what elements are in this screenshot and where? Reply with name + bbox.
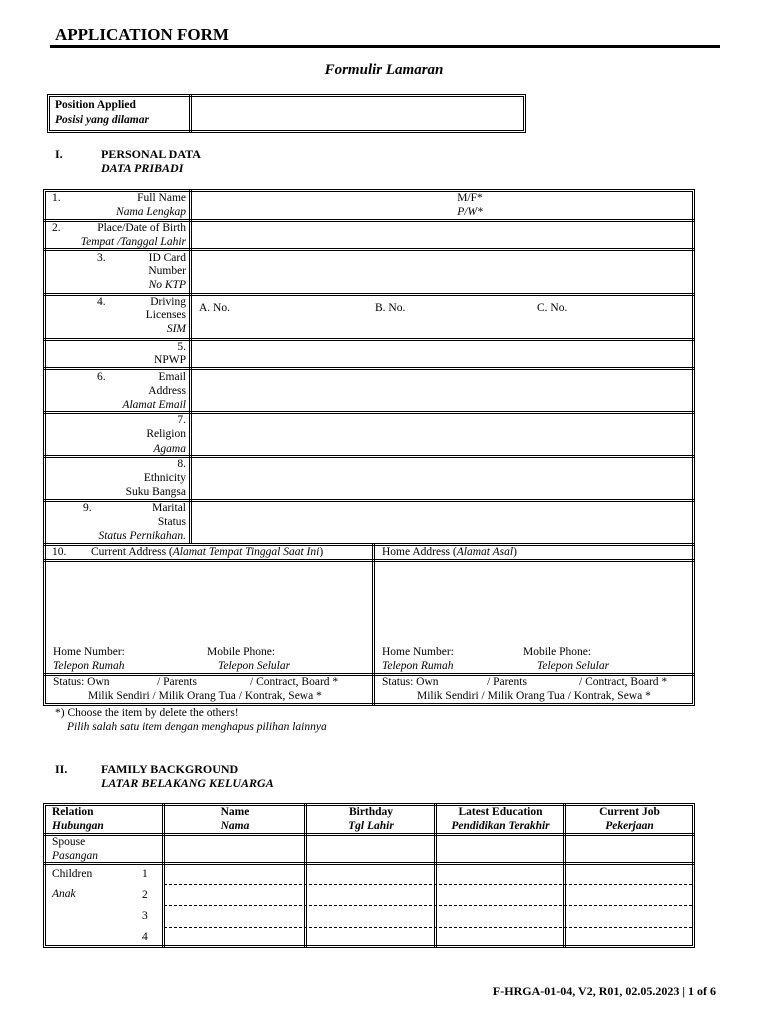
birth-label-id: Tempat /Tanggal Lahir bbox=[80, 236, 186, 248]
id-card-label-id: No KTP bbox=[148, 279, 186, 291]
address-column-divider bbox=[372, 543, 375, 706]
ethnicity-label-id: Suku Bangsa bbox=[125, 486, 186, 498]
home-status-contract[interactable]: / Contract, Board * bbox=[579, 676, 668, 688]
spouse-divider bbox=[43, 862, 695, 865]
current-status-contract[interactable]: / Contract, Board * bbox=[250, 676, 339, 688]
row-divider bbox=[43, 367, 695, 370]
document-footer: F-HRGA-01-04, V2, R01, 02.05.2023 | 1 of 6 bbox=[492, 984, 716, 998]
home-status-id: Milik Sendiri / Milik Orang Tua / Kontrak, Sewa * bbox=[417, 690, 651, 702]
section-number: I. bbox=[55, 147, 63, 161]
home-mobile-label: Mobile Phone: bbox=[523, 646, 592, 658]
current-home-number-label-id: Telepon Rumah bbox=[53, 660, 125, 672]
home-address-label-id: Alamat Asal bbox=[456, 546, 514, 558]
position-label-id: Posisi yang dilamar bbox=[55, 114, 149, 126]
current-status-parents[interactable]: / Parents bbox=[157, 676, 197, 688]
children-label-id: Anak bbox=[52, 888, 76, 900]
header-relation-id: Hubungan bbox=[52, 820, 104, 832]
section-personal-data bbox=[55, 147, 355, 177]
position-applied-field[interactable] bbox=[195, 98, 521, 129]
home-home-number-label: Home Number: bbox=[382, 646, 454, 658]
header-birthday: Birthday bbox=[348, 806, 394, 818]
row-number: 3. bbox=[97, 252, 106, 264]
child-number: 4 bbox=[142, 931, 148, 943]
row-number: 1. bbox=[52, 192, 61, 204]
header-job-id: Pekerjaan bbox=[605, 820, 654, 832]
home-mobile-label-id: Telepon Selular bbox=[537, 660, 610, 672]
address-number: 10. bbox=[52, 546, 67, 558]
driving-label-id: SIM bbox=[166, 323, 186, 335]
id-card-label: ID Card bbox=[148, 252, 186, 264]
row-number: 2. bbox=[52, 222, 61, 234]
header-education-id: Pendidikan Terakhir bbox=[451, 820, 550, 832]
row-number: 6. bbox=[97, 371, 106, 383]
npwp-label: NPWP bbox=[154, 354, 186, 366]
header-job: Current Job bbox=[599, 806, 660, 818]
id-card-label-2: Number bbox=[148, 265, 186, 277]
home-address-label: Home Address ( bbox=[382, 546, 457, 558]
current-mobile-label-id: Telepon Selular bbox=[218, 660, 291, 672]
license-a-label[interactable]: A. No. bbox=[199, 302, 230, 314]
full-name-field[interactable] bbox=[196, 193, 436, 217]
child-divider bbox=[164, 927, 692, 928]
current-status-own[interactable]: Status: Own bbox=[53, 676, 110, 688]
marital-label: Marital bbox=[152, 502, 186, 514]
id-card-field[interactable] bbox=[196, 252, 688, 290]
marital-label-2: Status bbox=[157, 516, 186, 528]
current-address-label-id: Alamat Tempat Tinggal Saat Ini bbox=[172, 546, 320, 558]
current-address-header bbox=[91, 546, 323, 558]
home-home-number-label-id: Telepon Rumah bbox=[382, 660, 454, 672]
section-title: PERSONAL DATA bbox=[101, 147, 201, 161]
full-name-label: Full Name bbox=[137, 192, 186, 204]
child-divider bbox=[164, 884, 692, 885]
birth-label: Place/Date of Birth bbox=[97, 222, 186, 234]
section-title: FAMILY BACKGROUND bbox=[101, 762, 239, 776]
ethnicity-label: Ethnicity bbox=[143, 472, 186, 484]
email-label: Email bbox=[158, 371, 186, 383]
paren: ) bbox=[513, 546, 517, 558]
current-address-field[interactable] bbox=[50, 564, 368, 642]
row-number: 4. bbox=[97, 296, 106, 308]
home-status-parents[interactable]: / Parents bbox=[487, 676, 527, 688]
birth-field[interactable] bbox=[196, 223, 688, 245]
section-number: II. bbox=[55, 762, 68, 776]
row-number: 7. bbox=[177, 414, 186, 426]
current-address-label: Current Address ( bbox=[91, 546, 173, 558]
header-name-id: Nama bbox=[220, 820, 250, 832]
driving-label: Driving bbox=[150, 296, 186, 308]
position-label: Position Applied bbox=[55, 99, 136, 111]
marital-label-id: Status Pernikahan. bbox=[98, 530, 186, 542]
label-column-divider bbox=[189, 189, 192, 544]
header-name: Name bbox=[220, 806, 250, 818]
child-number: 3 bbox=[142, 910, 148, 922]
row-divider bbox=[43, 248, 695, 251]
home-address-header bbox=[382, 546, 517, 558]
note: *) Choose the item by delete the others! bbox=[55, 707, 239, 719]
section-family-background bbox=[55, 762, 355, 792]
driving-label-2: Licenses bbox=[145, 309, 186, 321]
spouse-label: Spouse bbox=[52, 836, 86, 848]
form-subtitle: Formulir Lamaran bbox=[324, 62, 444, 78]
gender-option-id[interactable]: P/W* bbox=[457, 206, 483, 218]
current-mobile-label: Mobile Phone: bbox=[207, 646, 276, 658]
religion-label: Religion bbox=[146, 428, 186, 440]
spouse-label-id: Pasangan bbox=[52, 850, 98, 862]
row-number: 5. bbox=[177, 341, 186, 353]
section-title-id: DATA PRIBADI bbox=[101, 161, 184, 175]
row-number: 8. bbox=[177, 458, 186, 470]
row-number: 9. bbox=[83, 502, 92, 514]
ethnicity-field[interactable] bbox=[196, 459, 688, 496]
home-status-own[interactable]: Status: Own bbox=[382, 676, 439, 688]
current-home-number-label: Home Number: bbox=[53, 646, 125, 658]
position-divider bbox=[189, 94, 192, 133]
child-divider bbox=[164, 905, 692, 906]
home-address-field[interactable] bbox=[380, 564, 690, 642]
email-field[interactable] bbox=[196, 371, 688, 408]
religion-label-id: Agama bbox=[153, 443, 186, 455]
form-title: APPLICATION FORM bbox=[55, 25, 229, 44]
section-title-id: LATAR BELAKANG KELUARGA bbox=[101, 776, 274, 790]
header-relation: Relation bbox=[52, 806, 94, 818]
children-label: Children bbox=[52, 868, 93, 880]
header-divider bbox=[43, 833, 695, 836]
note-id: Pilih salah satu item dengan menghapus pilihan lainnya bbox=[67, 721, 327, 733]
npwp-field[interactable] bbox=[196, 342, 688, 364]
row-divider bbox=[43, 559, 695, 562]
paren: ) bbox=[319, 546, 324, 558]
gender-option[interactable]: M/F* bbox=[457, 192, 483, 204]
header-birthday-id: Tgl Lahir bbox=[348, 820, 394, 832]
full-name-label-id: Nama Lengkap bbox=[116, 206, 186, 218]
email-label-id: Alamat Email bbox=[122, 399, 186, 411]
email-label-2: Address bbox=[148, 385, 186, 397]
religion-field[interactable] bbox=[196, 415, 688, 452]
title-rule bbox=[50, 45, 720, 48]
license-b-label[interactable]: B. No. bbox=[375, 302, 406, 314]
marital-field[interactable] bbox=[196, 503, 688, 540]
child-number: 1 bbox=[142, 868, 148, 880]
child-number: 2 bbox=[142, 889, 148, 901]
header-education: Latest Education bbox=[458, 806, 543, 818]
current-status-id: Milik Sendiri / Milik Orang Tua / Kontrak, Sewa * bbox=[88, 690, 322, 702]
license-c-label[interactable]: C. No. bbox=[537, 302, 568, 314]
